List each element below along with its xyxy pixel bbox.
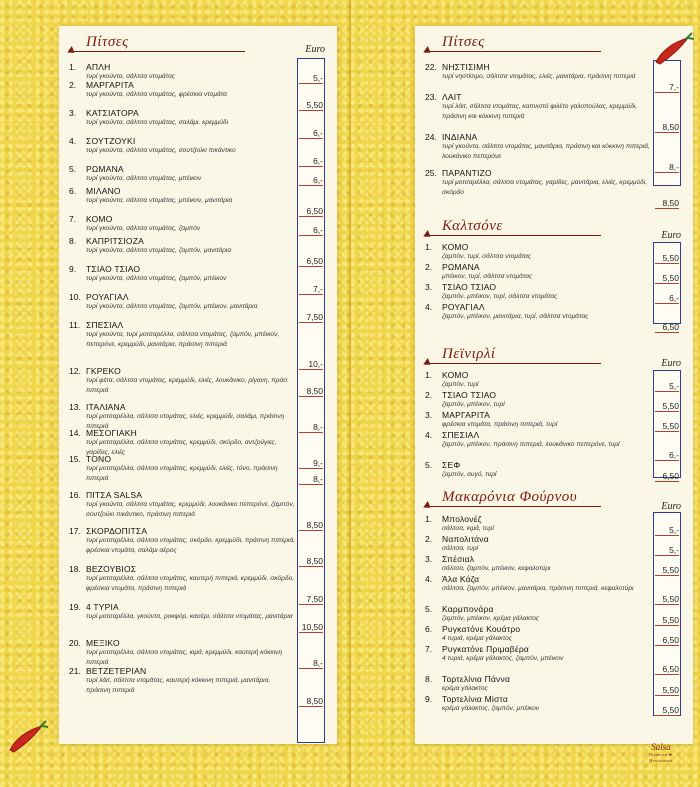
item-description: ζαμπόν, μπέικον, τυρί	[442, 401, 505, 408]
item-number: 1.	[425, 514, 433, 524]
item-price: 5,50	[299, 100, 323, 111]
item-description: ζαμπόν, μπέικον, κρέμα γάλακτος	[442, 615, 540, 622]
item-number: 3.	[69, 108, 77, 118]
item-price: 6,-	[299, 175, 323, 186]
item-price: 6,50	[655, 322, 679, 333]
item-number: 22.	[425, 62, 437, 72]
section-title: Μακαρόνια Φούρνου	[442, 489, 578, 505]
chili-pepper-icon	[6, 718, 50, 754]
item-price: 6,-	[655, 450, 679, 461]
item-number: 11.	[69, 320, 81, 330]
item-description: τυρί γκούντα, σάλτσα ντομάτας, σουτζούκι πικάντικο	[86, 147, 236, 154]
item-name: Καρμπονάρα	[442, 604, 494, 614]
item-price: 8,50	[299, 520, 323, 531]
item-price: 6,50	[655, 471, 679, 482]
item-price: 6,-	[655, 293, 679, 304]
item-price: 6,-	[299, 128, 323, 139]
item-number: 5.	[69, 164, 77, 174]
item-name: ΚΟΜΟ	[86, 214, 113, 224]
item-name: ΛΑΙΤ	[442, 92, 462, 102]
left-menu-page	[59, 26, 337, 744]
item-price: 8,50	[299, 556, 323, 567]
item-name: ΠΑΡΑΝΤΙΖΟ	[442, 168, 492, 178]
item-number: 2.	[69, 80, 77, 90]
item-number: 4.	[425, 430, 433, 440]
item-description: ζαμπόν, μπέικον, πράσινη πιπεριά, λουκάνικο πεπερόνε, τυρί	[442, 441, 620, 448]
item-description: τυρί γκούντα, σάλτσα ντομάτας, ζαμπόν	[86, 225, 201, 232]
item-name: ΣΟΥΤΖΟΥΚΙ	[86, 136, 136, 146]
item-description: ζαμπόν, αυγό, τυρί	[442, 471, 497, 478]
item-price: 5,50	[655, 685, 679, 696]
item-number: 8.	[69, 236, 77, 246]
item-price: 8,50	[655, 198, 679, 209]
item-price: 5,-	[655, 381, 679, 392]
item-number: 5.	[425, 604, 433, 614]
item-name: Σπέσιαλ	[442, 554, 475, 564]
section-rule	[425, 235, 601, 236]
item-number: 5.	[425, 460, 433, 470]
item-name: ΝΗΣΤΙΣΙΜΗ	[442, 62, 490, 72]
item-price: 5,50	[655, 273, 679, 284]
item-description: σάλτσα, τυρί	[442, 545, 479, 552]
section-rule	[425, 506, 601, 507]
euro-label: Euro	[305, 44, 325, 55]
item-description: τυρί γκούντα, σάλτσα ντομάτας, μπέικον, μανιτάρια	[86, 197, 233, 204]
item-description: τυρί λάιτ, σάλτσα ντομάτας, καυτερή κόκκινη πιπεριά, μανιτάρια, πράσινη πιπεριά	[86, 677, 271, 694]
item-description: κρέμα γάλακτος	[442, 685, 488, 692]
item-name: Μπολονέζ	[442, 514, 482, 524]
item-price: 5,50	[655, 401, 679, 412]
item-price: 10,50	[299, 622, 323, 633]
item-description: σάλτσα, ζαμπόν, μπέικον, μανιτάρια, πράσινη πιπεριά, κεφαλοτύρι	[442, 585, 634, 592]
item-name: ΙΝΔΙΑΝΑ	[442, 132, 478, 142]
item-name: ΜΙΛΑΝΟ	[86, 186, 121, 196]
item-description: τυρί μοτσαρέλλα, γκούντα, ροκφόρ, κασέρι, σάλτσα ντομάτας, μανιτάρια	[86, 613, 293, 620]
item-name: ΣΠΕΣΙΑΛ	[86, 320, 124, 330]
item-price: 5,50	[655, 615, 679, 626]
item-number: 17.	[69, 526, 81, 536]
item-number: 15.	[69, 454, 81, 464]
item-number: 13.	[69, 402, 81, 412]
item-price: 5,50	[655, 594, 679, 605]
item-price: 5,-	[655, 525, 679, 536]
item-description: σάλτσα, ζαμπόν, μπέικον, κεφαλοτύρι	[442, 565, 551, 572]
right-menu-page	[415, 26, 693, 744]
item-number: 23.	[425, 92, 437, 102]
item-price: 9,-	[299, 458, 323, 469]
signature-tagline: Pizzeria ★ Restaurant	[649, 752, 673, 763]
item-number: 4.	[69, 136, 77, 146]
item-description: τυρί μοτσαρέλλα, σάλτσα ντομάτας, γαρίδες, μανιτάρια, ελιές, κρεμμύδι, σκόρδο	[442, 179, 648, 196]
item-price: 8,-	[299, 474, 323, 485]
item-price: 6,50	[655, 635, 679, 646]
item-description: τυρί μοτσαρέλλα, σάλτσα ντομάτας, κρεμμύδι, σκόρδο, αντζούγιες, γαρίδες, ελιές	[86, 439, 277, 456]
euro-label: Euro	[661, 501, 681, 512]
item-number: 18.	[69, 564, 81, 574]
item-name: ΓΚΡΕΚΟ	[86, 366, 121, 376]
item-price: 6,-	[299, 225, 323, 236]
item-number: 19.	[69, 602, 81, 612]
item-name: ΡΟΥΑΓΙΑΛ	[86, 292, 129, 302]
section-rule	[425, 51, 601, 52]
item-name: ΒΕΤΖΕΤΕΡΙΑΝ	[86, 666, 147, 676]
item-number: 3.	[425, 554, 433, 564]
item-name: Τορτελίνια Μίστα	[442, 694, 508, 704]
item-number: 12.	[69, 366, 81, 376]
item-name: Ρυγκατόνε Πριμαβέρα	[442, 644, 530, 654]
item-number: 16.	[69, 490, 81, 500]
item-description: 4 τυριά, κρέμα γάλακτος	[442, 635, 512, 642]
item-name: ΙΤΑΛΙΑΝΑ	[86, 402, 126, 412]
item-name: ΚΟΜΟ	[442, 370, 469, 380]
item-description: τυρί γκούντα, σάλτσα ντομάτας, μανιτάρια, πράσινη και κόκκινη πιπεριά, λουκάνικο πεπερόνε	[442, 143, 650, 160]
item-price: 6,-	[299, 156, 323, 167]
item-number: 25.	[425, 168, 437, 178]
item-number: 10.	[69, 292, 81, 302]
item-description: τυρί μοτσαρέλλα, σάλτσα ντομάτας, κρεμμύδι, ελιές, τόνο, πράσινη πιπεριά	[86, 465, 278, 482]
item-price: 6,50	[299, 206, 323, 217]
item-number: 2.	[425, 534, 433, 544]
item-description: μπέικον, τυρί, σάλτσα ντομάτας	[442, 273, 533, 280]
item-name: ΡΩΜΑΝΑ	[86, 164, 124, 174]
item-description: τυρί γκούντα, τυρί μοτσαρέλλα, σάλτσα ντομάτας, ζαμπόν, μπέικον, πεπερόνε, κρεμμύδι, μανιτάρια, πράσινη πιπεριά	[86, 331, 280, 348]
page-fold	[349, 0, 351, 787]
item-number: 2.	[425, 262, 433, 272]
item-description: κρέμα γάλακτος, ζαμπόν, μπέικον	[442, 705, 540, 712]
item-number: 2.	[425, 390, 433, 400]
item-price: 5,-	[299, 73, 323, 84]
item-description: τυρί νηστίσιμο, σάλτσα ντομάτας, ελιές, μανιτάρια, πράσινη πιπεριά	[442, 73, 636, 80]
item-name: ΠΙΤΣΑ SALSA	[86, 490, 143, 500]
item-description: τυρί φέτα, σάλτσα ντομάτας, κρεμμύδι, ελιές, λουκάνικο, ρίγανη, πράσ. πιπεριά	[86, 377, 290, 394]
item-description: τυρί μοτσαρέλλα, σάλτσα ντομάτας, κιμά, κρεμμύδι, καυτερή κόκκινη πιπεριά	[86, 649, 283, 666]
item-price: 8,-	[299, 422, 323, 433]
section-title: Πίτσες	[442, 34, 485, 50]
item-number: 1.	[69, 62, 77, 72]
item-number: 9.	[425, 694, 433, 704]
item-name: ΤΣΙΑΟ ΤΣΙΑΟ	[442, 390, 497, 400]
item-price: 5,-	[655, 545, 679, 556]
item-number: 9.	[69, 264, 77, 274]
section-title: Πίτσες	[86, 34, 129, 50]
item-price: 8,50	[655, 122, 679, 133]
signature-script: Salsa	[651, 742, 671, 752]
item-name: ΚΑΤΣΙΑΤΟΡΑ	[86, 108, 139, 118]
item-name: ΚΟΜΟ	[442, 242, 469, 252]
item-description: τυρί λάιτ, σάλτσα ντομάτας, καπνιστό φιλέτο γαλοπούλας, κρεμμύδι, πράσινη και κόκκινη πιπεριά	[442, 103, 638, 120]
item-price: 10,-	[299, 359, 323, 370]
salsa-signature-logo	[640, 742, 682, 763]
item-name: ΣΚΟΡΔΟΠΙΤΣΑ	[86, 526, 148, 536]
item-description: τυρί μοτσαρέλλα, σάλτσα ντομάτας, καυτερή πιπεριά, κρεμμύδι, σκόρδο, φρέσκια ντομάτα, πράσινη πιπεριά	[86, 575, 295, 592]
item-price: 6,50	[655, 664, 679, 675]
item-description: τυρί μοτσαρέλλα, σάλτσα ντομάτας, σκόρδο, κρεμμύδι, πράσινη πιπεριά, φρέσκια ντομάτα, σαλάμι αέρος	[86, 537, 296, 554]
item-price: 8,-	[299, 658, 323, 669]
item-name: ΑΠΛΗ	[86, 62, 111, 72]
item-description: τυρί γκούντα, σάλτσα ντομάτας, κρεμμύδι, λουκάνικο πεπερόνε, ζαμπόν, σουτζούκι πικάντικο, πράσινη πιπεριά	[86, 501, 295, 518]
item-price: 7,-	[655, 82, 679, 93]
item-name: Άλα Κάζα	[442, 574, 480, 584]
item-price: 7,50	[299, 312, 323, 323]
item-number: 20.	[69, 638, 81, 648]
item-price: 5,50	[655, 565, 679, 576]
item-description: τυρί γκούντα, σάλτσα ντομάτας, σαλάμι, κρεμμύδι	[86, 119, 229, 126]
section-title: Πεϊνιρλί	[442, 346, 496, 362]
item-number: 1.	[425, 242, 433, 252]
euro-label: Euro	[661, 230, 681, 241]
item-price: 8,50	[299, 696, 323, 707]
chili-pepper-icon	[652, 30, 696, 66]
item-name: ΜΕΞΙΚΟ	[86, 638, 120, 648]
item-name: ΚΑΠΡΙΤΣΙΟΖΑ	[86, 236, 144, 246]
section-rule	[69, 51, 245, 52]
item-price: 7,-	[299, 284, 323, 295]
item-name: Ναπολιτάνα	[442, 534, 489, 544]
item-description: τυρί μοτσαρέλλα, σάλτσα ντομάτας, ελιές, κρεμμύδι, σαλάμι, πράσινη πιπεριά	[86, 413, 285, 430]
item-description: τυρί γκούντα, σάλτσα ντομάτας	[86, 73, 176, 80]
item-description: ζαμπόν, τυρί	[442, 381, 479, 388]
item-number: 4.	[425, 574, 433, 584]
euro-label: Euro	[661, 358, 681, 369]
item-number: 7.	[69, 214, 77, 224]
item-price: 6,50	[299, 256, 323, 267]
item-description: τυρί γκούντα, σάλτσα ντομάτας, ζαμπόν, μπέικον	[86, 275, 227, 282]
item-description: φρέσκια ντομάτα, πράσινη πιπεριά, τυρί	[442, 421, 558, 428]
item-name: ΒΕΖΟΥΒΙΟΣ	[86, 564, 137, 574]
item-price: 5,50	[655, 705, 679, 716]
item-price: 8,-	[655, 162, 679, 173]
item-description: τυρί γκούντα, σάλτσα ντομάτας, φρέσκια ντομάτα	[86, 91, 227, 98]
item-name: ΜΕΣΟΓΙΑΚΗ	[86, 428, 137, 438]
item-name: ΡΟΥΑΓΙΑΛ	[442, 302, 485, 312]
item-description: ζαμπόν, μπέικον, μανιτάρια, τυρί, σάλτσα ντομάτας	[442, 313, 589, 320]
item-number: 6.	[425, 624, 433, 634]
item-name: ΜΑΡΓΑΡΙΤΑ	[442, 410, 491, 420]
item-number: 3.	[425, 410, 433, 420]
item-number: 8.	[425, 674, 433, 684]
item-price: 5,50	[655, 253, 679, 264]
item-name: ΤΣΙΑΟ ΤΣΙΑΟ	[442, 282, 497, 292]
item-price: 5,50	[655, 421, 679, 432]
item-description: ζαμπόν, μπέικον, τυρί, σάλτσα ντομάτας	[442, 293, 558, 300]
item-description: ζαμπόν, τυρί, σάλτσα ντομάτας	[442, 253, 532, 260]
item-number: 1.	[425, 370, 433, 380]
item-number: 24.	[425, 132, 437, 142]
item-name: 4 ΤΥΡΙΑ	[86, 602, 119, 612]
item-description: τυρί γκούντα, σάλτσα ντομάτας, ζαμπόν, μπέικον, μανιτάρια	[86, 303, 258, 310]
item-name: ΣΠΕΣΙΑΛ	[442, 430, 480, 440]
item-description: σάλτσα, κιμά, τυρί	[442, 525, 494, 532]
item-name: Ρυγκατόνε Κουάτρο	[442, 624, 521, 634]
item-name: ΣΕΦ	[442, 460, 461, 470]
item-number: 4.	[425, 302, 433, 312]
item-number: 14.	[69, 428, 81, 438]
item-name: Τορτελίνια Πάννα	[442, 674, 511, 684]
section-rule	[425, 363, 601, 364]
item-number: 6.	[69, 186, 77, 196]
item-number: 3.	[425, 282, 433, 292]
item-number: 7.	[425, 644, 433, 654]
item-number: 21.	[69, 666, 81, 676]
item-name: ΤΣΙΑΟ ΤΣΙΑΟ	[86, 264, 141, 274]
item-description: τυρί γκούντα, σάλτσα ντομάτας, ζαμπόν, μανιτάρια	[86, 247, 232, 254]
item-name: ΜΑΡΓΑΡΙΤΑ	[86, 80, 135, 90]
section-title: Καλτσόνε	[442, 218, 503, 234]
item-name: ΤΟΝΟ	[86, 454, 112, 464]
item-price: 8,50	[299, 386, 323, 397]
item-description: 4 τυριά, κρέμα γάλακτος, ζαμπόν, μπέικον	[442, 655, 564, 662]
item-price: 7,50	[299, 594, 323, 605]
item-name: ΡΩΜΑΝΑ	[442, 262, 480, 272]
item-description: τυρί γκούντα, σάλτσα ντομάτας, μπέικον	[86, 175, 202, 182]
